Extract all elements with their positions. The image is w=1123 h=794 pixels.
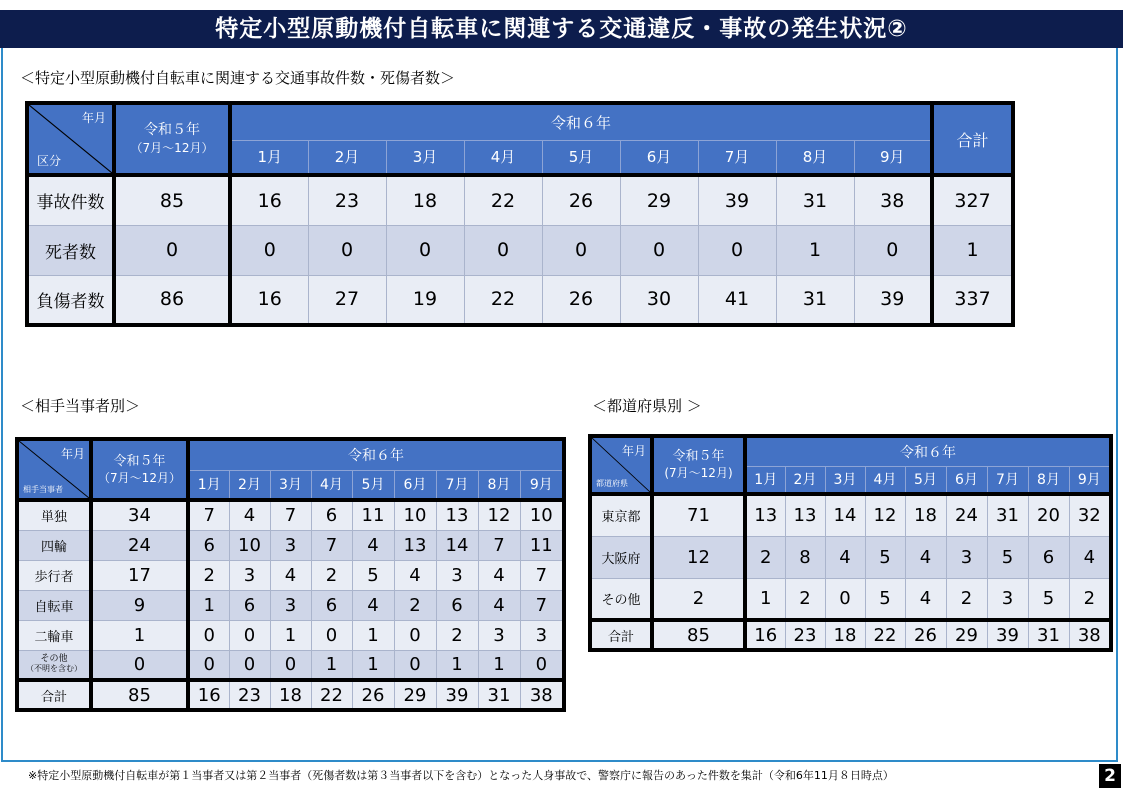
month-value: 0 bbox=[542, 225, 620, 275]
month-total: 22 bbox=[865, 620, 905, 650]
month-header: 1月 bbox=[188, 470, 229, 500]
month-value: 6 bbox=[229, 590, 270, 620]
month-value: 0 bbox=[825, 578, 865, 620]
total-value: 337 bbox=[932, 275, 1013, 325]
month-header: 8月 bbox=[776, 140, 854, 175]
month-value: 1 bbox=[311, 650, 352, 680]
month-value: 20 bbox=[1028, 494, 1069, 536]
month-header: 5月 bbox=[905, 466, 946, 494]
month-total: 39 bbox=[436, 680, 478, 710]
total-row-label: 合計 bbox=[17, 680, 91, 710]
month-value: 0 bbox=[394, 620, 436, 650]
month-header: 3月 bbox=[386, 140, 464, 175]
month-total: 16 bbox=[745, 620, 785, 650]
month-value: 0 bbox=[520, 650, 564, 680]
month-value: 0 bbox=[854, 225, 932, 275]
month-value: 3 bbox=[478, 620, 520, 650]
month-value: 16 bbox=[230, 175, 308, 225]
table-row bbox=[17, 590, 564, 620]
month-value: 4 bbox=[394, 560, 436, 590]
month-value: 7 bbox=[188, 500, 229, 530]
month-header: 9月 bbox=[854, 140, 932, 175]
corner-header bbox=[27, 103, 114, 175]
month-value: 4 bbox=[1069, 536, 1111, 578]
month-value: 12 bbox=[478, 500, 520, 530]
month-value: 6 bbox=[436, 590, 478, 620]
month-value: 2 bbox=[785, 578, 825, 620]
month-value: 2 bbox=[745, 536, 785, 578]
row-label: 自転車 bbox=[17, 590, 91, 620]
year-header: 令和６年 bbox=[230, 103, 932, 140]
section-label-prefecture: ＜都道府県別 ＞ bbox=[592, 397, 702, 415]
month-header: 1月 bbox=[745, 466, 785, 494]
table-row bbox=[27, 225, 1013, 275]
month-value: 1 bbox=[745, 578, 785, 620]
table-row bbox=[17, 620, 564, 650]
corner-header bbox=[17, 439, 91, 500]
month-value: 3 bbox=[436, 560, 478, 590]
month-value: 22 bbox=[464, 275, 542, 325]
corner-top-label: 年月 bbox=[60, 447, 85, 461]
month-value: 6 bbox=[311, 500, 352, 530]
month-total: 26 bbox=[352, 680, 394, 710]
month-value: 2 bbox=[188, 560, 229, 590]
month-value: 0 bbox=[620, 225, 698, 275]
row-label: 単独 bbox=[17, 500, 91, 530]
month-value: 1 bbox=[776, 225, 854, 275]
page-title: 特定小型原動機付自転車に関連する交通違反・事故の発生状況② bbox=[0, 10, 1123, 48]
prefecture-table bbox=[588, 434, 1113, 652]
month-value: 0 bbox=[464, 225, 542, 275]
month-header: 2月 bbox=[229, 470, 270, 500]
month-value: 7 bbox=[520, 590, 564, 620]
month-header: 6月 bbox=[394, 470, 436, 500]
total-value: 1 bbox=[932, 225, 1013, 275]
month-total: 18 bbox=[270, 680, 311, 710]
month-value: 4 bbox=[825, 536, 865, 578]
month-value: 3 bbox=[987, 578, 1028, 620]
table-row bbox=[27, 275, 1013, 325]
month-value: 38 bbox=[854, 175, 932, 225]
corner-bottom-label: 都道府県 bbox=[596, 479, 628, 488]
month-value: 7 bbox=[270, 500, 311, 530]
prev-period-total: 85 bbox=[91, 680, 188, 710]
month-value: 0 bbox=[394, 650, 436, 680]
month-value: 5 bbox=[1028, 578, 1069, 620]
month-value: 0 bbox=[270, 650, 311, 680]
month-value: 13 bbox=[785, 494, 825, 536]
month-total: 31 bbox=[478, 680, 520, 710]
row-label: 二輪車 bbox=[17, 620, 91, 650]
month-value: 4 bbox=[478, 560, 520, 590]
month-value: 0 bbox=[229, 650, 270, 680]
month-value: 11 bbox=[352, 500, 394, 530]
month-value: 29 bbox=[620, 175, 698, 225]
month-value: 3 bbox=[270, 530, 311, 560]
prev-period-header: 令和５年 (7月～12月) bbox=[652, 436, 745, 494]
month-value: 5 bbox=[865, 536, 905, 578]
row-label: 四輪 bbox=[17, 530, 91, 560]
month-header: 2月 bbox=[785, 466, 825, 494]
month-value: 4 bbox=[905, 536, 946, 578]
prev-period-value: 0 bbox=[91, 650, 188, 680]
month-total: 29 bbox=[946, 620, 987, 650]
month-value: 1 bbox=[188, 590, 229, 620]
table-row bbox=[17, 500, 564, 530]
row-label: 事故件数 bbox=[27, 175, 114, 225]
counterparty-table bbox=[15, 437, 566, 712]
month-header: 5月 bbox=[352, 470, 394, 500]
month-value: 5 bbox=[352, 560, 394, 590]
section-label-counterparty: ＜相手当事者別＞ bbox=[20, 397, 141, 415]
month-header: 6月 bbox=[946, 466, 987, 494]
month-value: 13 bbox=[394, 530, 436, 560]
month-value: 39 bbox=[854, 275, 932, 325]
month-value: 0 bbox=[311, 620, 352, 650]
month-value: 30 bbox=[620, 275, 698, 325]
total-row bbox=[590, 620, 1111, 650]
table-row bbox=[17, 530, 564, 560]
corner-bottom-label: 区分 bbox=[37, 154, 62, 168]
month-header: 7月 bbox=[698, 140, 776, 175]
month-header: 4月 bbox=[311, 470, 352, 500]
month-value: 0 bbox=[698, 225, 776, 275]
prev-period-value: 71 bbox=[652, 494, 745, 536]
table-row bbox=[590, 494, 1111, 536]
month-header: 4月 bbox=[464, 140, 542, 175]
month-value: 2 bbox=[311, 560, 352, 590]
month-header: 2月 bbox=[308, 140, 386, 175]
table-row bbox=[27, 175, 1013, 225]
month-value: 1 bbox=[436, 650, 478, 680]
row-label: その他 （不明を含む） bbox=[17, 650, 91, 680]
prev-period-value: 34 bbox=[91, 500, 188, 530]
month-value: 31 bbox=[776, 275, 854, 325]
month-value: 26 bbox=[542, 275, 620, 325]
month-value: 18 bbox=[386, 175, 464, 225]
month-value: 6 bbox=[311, 590, 352, 620]
month-header: 9月 bbox=[520, 470, 564, 500]
prev-period-value: 86 bbox=[114, 275, 230, 325]
month-value: 26 bbox=[542, 175, 620, 225]
month-value: 1 bbox=[352, 620, 394, 650]
month-value: 12 bbox=[865, 494, 905, 536]
section-label-accidents: ＜特定小型原動機付自転車に関連する交通事故件数・死傷者数＞ bbox=[20, 69, 456, 87]
prev-period-value: 12 bbox=[652, 536, 745, 578]
total-row-label: 合計 bbox=[590, 620, 652, 650]
month-header: 8月 bbox=[478, 470, 520, 500]
month-value: 0 bbox=[188, 650, 229, 680]
month-value: 13 bbox=[745, 494, 785, 536]
row-label: 負傷者数 bbox=[27, 275, 114, 325]
month-header: 5月 bbox=[542, 140, 620, 175]
month-value: 4 bbox=[352, 530, 394, 560]
month-value: 4 bbox=[478, 590, 520, 620]
month-value: 23 bbox=[308, 175, 386, 225]
month-value: 8 bbox=[785, 536, 825, 578]
prev-period-header: 令和５年 （7月～12月） bbox=[91, 439, 188, 500]
month-total: 31 bbox=[1028, 620, 1069, 650]
month-value: 4 bbox=[352, 590, 394, 620]
table-row bbox=[17, 650, 564, 680]
accidents-casualties-table bbox=[25, 101, 1015, 327]
prev-period-header: 令和５年 （7月～12月） bbox=[114, 103, 230, 175]
prev-period-value: 2 bbox=[652, 578, 745, 620]
month-value: 27 bbox=[308, 275, 386, 325]
month-value: 1 bbox=[270, 620, 311, 650]
month-value: 4 bbox=[905, 578, 946, 620]
month-header: 3月 bbox=[825, 466, 865, 494]
month-value: 13 bbox=[436, 500, 478, 530]
month-value: 18 bbox=[905, 494, 946, 536]
month-value: 1 bbox=[478, 650, 520, 680]
month-value: 2 bbox=[1069, 578, 1111, 620]
month-value: 10 bbox=[520, 500, 564, 530]
month-total: 26 bbox=[905, 620, 946, 650]
month-value: 6 bbox=[188, 530, 229, 560]
month-header: 8月 bbox=[1028, 466, 1069, 494]
month-value: 7 bbox=[520, 560, 564, 590]
month-total: 22 bbox=[311, 680, 352, 710]
prev-period-value: 85 bbox=[114, 175, 230, 225]
month-value: 2 bbox=[394, 590, 436, 620]
month-total: 39 bbox=[987, 620, 1028, 650]
month-value: 3 bbox=[946, 536, 987, 578]
month-value: 0 bbox=[188, 620, 229, 650]
month-value: 5 bbox=[865, 578, 905, 620]
month-value: 0 bbox=[229, 620, 270, 650]
month-value: 2 bbox=[946, 578, 987, 620]
month-value: 6 bbox=[1028, 536, 1069, 578]
row-label: 死者数 bbox=[27, 225, 114, 275]
corner-top-label: 年月 bbox=[81, 111, 106, 125]
month-value: 24 bbox=[946, 494, 987, 536]
month-value: 2 bbox=[436, 620, 478, 650]
month-total: 38 bbox=[520, 680, 564, 710]
month-header: 7月 bbox=[436, 470, 478, 500]
month-value: 31 bbox=[776, 175, 854, 225]
total-row bbox=[17, 680, 564, 710]
month-total: 38 bbox=[1069, 620, 1111, 650]
month-value: 7 bbox=[478, 530, 520, 560]
month-value: 10 bbox=[394, 500, 436, 530]
month-value: 4 bbox=[270, 560, 311, 590]
total-header: 合計 bbox=[932, 103, 1013, 175]
month-value: 10 bbox=[229, 530, 270, 560]
page-number: 2 bbox=[1099, 764, 1121, 788]
month-total: 23 bbox=[229, 680, 270, 710]
month-value: 7 bbox=[311, 530, 352, 560]
month-total: 29 bbox=[394, 680, 436, 710]
month-header: 6月 bbox=[620, 140, 698, 175]
month-header: 4月 bbox=[865, 466, 905, 494]
table-row bbox=[17, 560, 564, 590]
row-label: 東京都 bbox=[590, 494, 652, 536]
month-value: 22 bbox=[464, 175, 542, 225]
prev-period-value: 17 bbox=[91, 560, 188, 590]
month-total: 16 bbox=[188, 680, 229, 710]
month-value: 19 bbox=[386, 275, 464, 325]
table-row bbox=[590, 578, 1111, 620]
month-value: 5 bbox=[987, 536, 1028, 578]
row-label: その他 bbox=[590, 578, 652, 620]
month-total: 18 bbox=[825, 620, 865, 650]
month-value: 3 bbox=[270, 590, 311, 620]
corner-top-label: 年月 bbox=[621, 444, 646, 458]
month-value: 0 bbox=[308, 225, 386, 275]
row-label: 歩行者 bbox=[17, 560, 91, 590]
prev-period-value: 1 bbox=[91, 620, 188, 650]
prev-period-value: 24 bbox=[91, 530, 188, 560]
corner-header bbox=[590, 436, 652, 494]
month-header: 3月 bbox=[270, 470, 311, 500]
month-total: 23 bbox=[785, 620, 825, 650]
month-value: 0 bbox=[386, 225, 464, 275]
corner-bottom-label: 相手当事者 bbox=[23, 485, 63, 494]
prev-period-value: 9 bbox=[91, 590, 188, 620]
row-label: 大阪府 bbox=[590, 536, 652, 578]
total-value: 327 bbox=[932, 175, 1013, 225]
month-value: 39 bbox=[698, 175, 776, 225]
month-value: 3 bbox=[229, 560, 270, 590]
month-value: 3 bbox=[520, 620, 564, 650]
month-value: 31 bbox=[987, 494, 1028, 536]
month-header: 7月 bbox=[987, 466, 1028, 494]
prev-period-total: 85 bbox=[652, 620, 745, 650]
month-value: 1 bbox=[352, 650, 394, 680]
month-value: 41 bbox=[698, 275, 776, 325]
month-value: 16 bbox=[230, 275, 308, 325]
month-value: 14 bbox=[825, 494, 865, 536]
table-row bbox=[590, 536, 1111, 578]
month-header: 1月 bbox=[230, 140, 308, 175]
month-value: 11 bbox=[520, 530, 564, 560]
footnote: ※特定小型原動機付自転車が第１当事者又は第２当事者（死傷者数は第３当事者以下を含む）となった人身事故で、警察庁に報告のあった件数を集計（令和6年11月８日時点） bbox=[28, 769, 894, 782]
year-header: 令和６年 bbox=[745, 436, 1111, 466]
month-value: 4 bbox=[229, 500, 270, 530]
month-value: 0 bbox=[230, 225, 308, 275]
year-header: 令和６年 bbox=[188, 439, 564, 470]
month-header: 9月 bbox=[1069, 466, 1111, 494]
prev-period-value: 0 bbox=[114, 225, 230, 275]
month-value: 32 bbox=[1069, 494, 1111, 536]
month-value: 14 bbox=[436, 530, 478, 560]
